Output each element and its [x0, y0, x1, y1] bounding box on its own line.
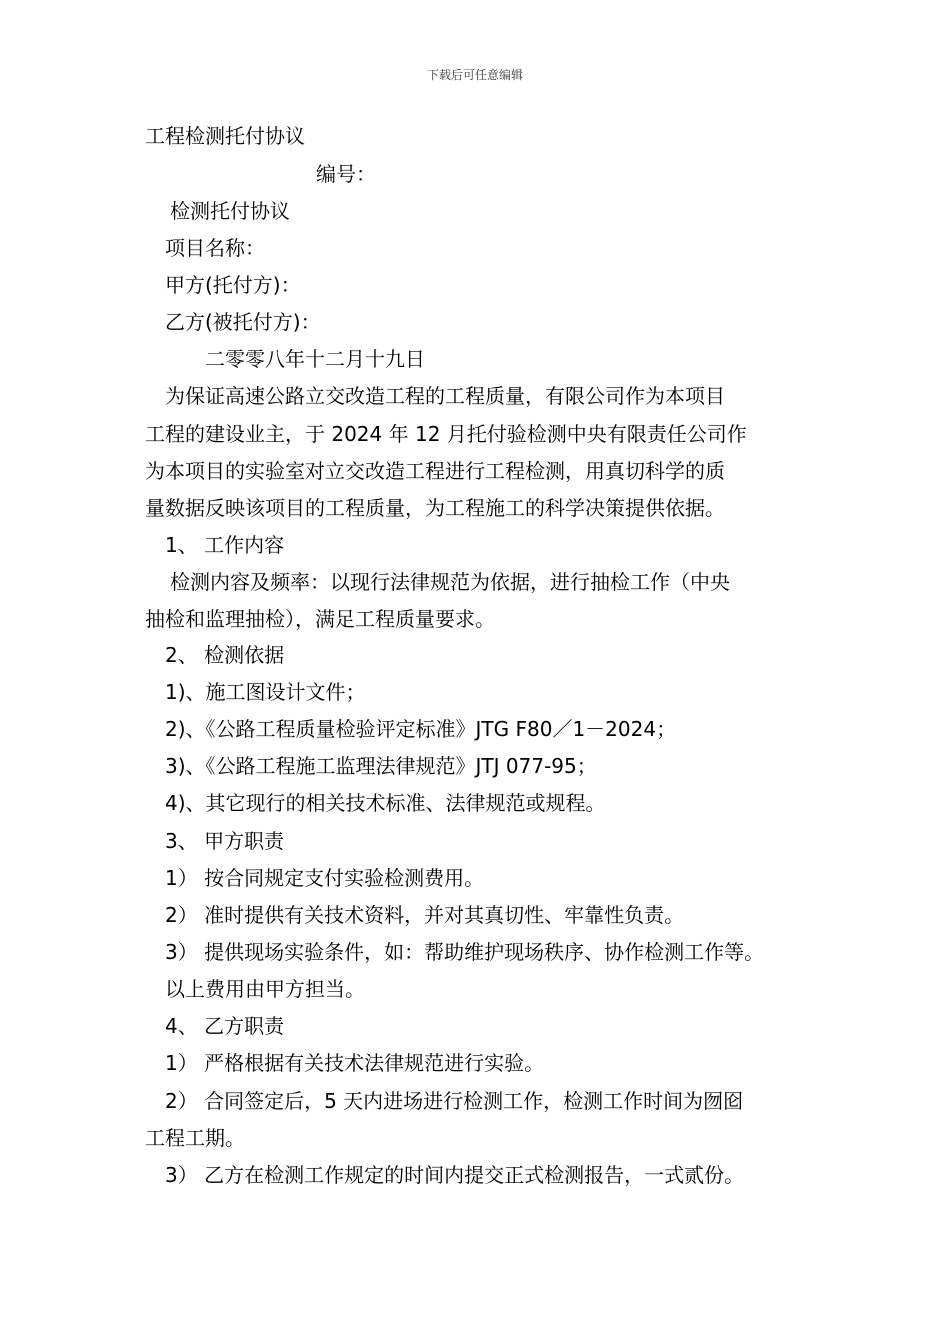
agreement-subtitle: 检测托付协议	[170, 199, 290, 223]
section-1-heading: 1、 工作内容	[165, 533, 285, 557]
agreement-date: 二零零八年十二月十九日	[205, 347, 425, 371]
section-3-item-2: 2） 准时提供有关技术资料，并对其真切性、牢靠性负责。	[165, 903, 685, 927]
section-3-item-1: 1） 按合同规定支付实验检测费用。	[165, 866, 485, 890]
section-4-item-2-line-2: 工程工期。	[145, 1126, 245, 1150]
party-a-label: 甲方(托付方)：	[165, 273, 301, 297]
section-4-item-3: 3） 乙方在检测工作规定的时间内提交正式检测报告，一式贰份。	[165, 1163, 745, 1187]
doc-title: 工程检测托付协议	[145, 124, 305, 148]
section-1-line-2: 抽检和监理抽检），满足工程质量要求。	[145, 607, 495, 631]
intro-paragraph-line-3: 为本项目的实验室对立交改造工程进行工程检测，用真切科学的质	[145, 459, 725, 483]
section-2-heading: 2、 检测依据	[165, 643, 285, 667]
intro-paragraph-line-4: 量数据反映该项目的工程质量，为工程施工的科学决策提供依据。	[145, 496, 725, 520]
section-3-note: 以上费用由甲方担当。	[165, 977, 365, 1001]
section-4-heading: 4、 乙方职责	[165, 1014, 285, 1038]
section-1-line-1: 检测内容及频率：以现行法律规范为依据，进行抽检工作（中央	[170, 570, 730, 594]
section-2-item-4: 4)、其它现行的相关技术标准、法律规范或规程。	[165, 791, 606, 815]
section-2-item-3: 3)、《公路工程施工监理法律规范》JTJ 077-95；	[165, 754, 597, 778]
party-b-label: 乙方(被托付方)：	[165, 310, 321, 334]
intro-paragraph-line-2: 工程的建设业主，于 2024 年 12 月托付验检测中央有限责任公司作	[145, 422, 747, 446]
intro-paragraph-line-1: 为保证高速公路立交改造工程的工程质量，有限公司作为本项目	[165, 384, 725, 408]
header-note: 下载后可任意编辑	[426, 68, 523, 82]
section-4-item-1: 1） 严格根据有关技术法律规范进行实验。	[165, 1051, 545, 1075]
section-2-item-1: 1)、施工图设计文件；	[165, 680, 366, 704]
section-4-item-2-line-1: 2） 合同签定后，5 天内进场进行检测工作，检测工作时间为囫囵	[165, 1089, 744, 1113]
project-name-label: 项目名称：	[165, 236, 265, 260]
section-2-item-2: 2)、《公路工程质量检验评定标准》JTG F80／1－2024；	[165, 717, 677, 741]
section-3-heading: 3、 甲方职责	[165, 829, 285, 853]
serial-number-label: 编号：	[316, 162, 376, 186]
section-3-item-3: 3） 提供现场实验条件，如：帮助维护现场秩序、协作检测工作等。	[165, 940, 765, 964]
